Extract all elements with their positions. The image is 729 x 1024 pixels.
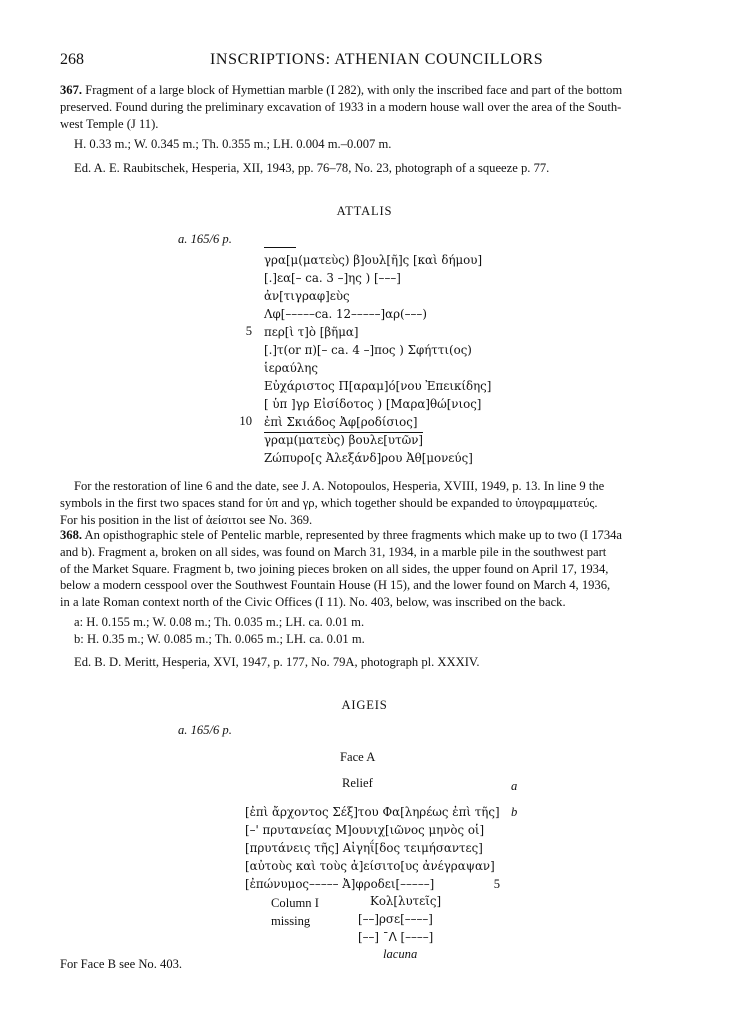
inscription-line: ἀν[τιγραφ]εὺς	[264, 289, 350, 303]
page-number: 268	[60, 51, 84, 68]
entry-368-edition: Ed. B. D. Meritt, Hesperia, XVI, 1947, p. 177, No. 79A, photograph pl. XXXIV.	[74, 655, 480, 669]
relief-label: Relief	[342, 776, 373, 790]
desc-line: west Temple (J 11).	[60, 116, 159, 131]
line-number: 10	[239, 414, 252, 428]
fragment-a-dimensions: a: H. 0.155 m.; W. 0.08 m.; Th. 0.035 m.; LH. ca. 0.01 m.	[74, 615, 365, 629]
lacuna-label: lacuna	[383, 947, 418, 961]
inscription-line: [πρυτάνεις τῆς] Αἰγηΐ[δος τειμήσαντες]	[245, 841, 483, 855]
entry-number: 368.	[60, 528, 83, 542]
desc-line: Fragment of a large block of Hymettian marble (I 282), with only the inscribed face and part of the bottom	[82, 83, 623, 97]
commentary-line: symbols in the first two spaces stand for ὑπ and γρ, which together should be expanded to ὑπογραμματεύς.	[60, 495, 598, 510]
inscription-line: Εὐχάριστος Π[αραμ]ό[νου Ἐπεικίδης]	[264, 379, 492, 393]
entry-367-description	[60, 82, 680, 132]
inscription-line: [–' πρυτανείας Μ]ουνιχ[ιῶνος μηνὸς οἱ]	[245, 823, 485, 837]
desc-line: preserved. Found during the preliminary excavation of 1933 in a modern house wall over the area of the South-	[60, 99, 622, 114]
desc-line: in a late Roman context north of the Civic Offices (I 11). No. 403, below, was inscribed on the back.	[60, 595, 566, 610]
inscription-line: ἐπὶ Σκιάδος Ἀφ[ροδίσιος]	[264, 415, 418, 429]
face-b-note: For Face B see No. 403.	[60, 957, 183, 971]
commentary-line: For the restoration of line 6 and the date, see J. A. Notopoulos, Hesperia, XVIII, 1949, p. 13. In line 9 the	[74, 479, 605, 493]
inscription-line: [.]τ(or π)[– ca. 4 –]πος ) Σφήττι(ος)	[264, 343, 472, 357]
inscription-line: [.]εα[– ca. 3 –]ης ) [–––]	[264, 271, 401, 285]
desc-line: and b). Fragment a, broken on all sides, was found on March 31, 1934, in a marble pile in the southwest part	[60, 544, 607, 559]
tribe-heading-attalis: ATTALIS	[336, 204, 393, 218]
inscription-line: Κολ[λυτεῖς]	[370, 894, 442, 908]
line-number: 5	[245, 324, 252, 338]
inscription-line: Λφ[–––––ca. 12–––––]αρ(–––)	[264, 307, 427, 321]
fragment-b-dimensions: b: H. 0.35 m.; W. 0.085 m.; Th. 0.065 m.; LH. ca. 0.01 m.	[74, 632, 365, 646]
inscription-line: [ ὑπ ]γρ Εἰσίδοτος ) [Μαρα]θώ[νιος]	[264, 397, 482, 411]
fragment-b-marker: b	[511, 805, 518, 819]
entry-367-edition: Ed. A. E. Raubitschek, Hesperia, XII, 1943, pp. 76–78, No. 23, photograph of a squeeze p. 77.	[74, 161, 550, 175]
entry-367-commentary	[60, 478, 684, 528]
inscription-line: [––] ¯ᐱ [––––]	[358, 930, 434, 944]
entry-367-dimensions: H. 0.33 m.; W. 0.345 m.; Th. 0.355 m.; LH. 0.004 m.–0.007 m.	[74, 137, 392, 151]
inscription-line: [ἐπώνυμος––––– Ἀ]φροδει[–––––]	[245, 877, 435, 891]
desc-line: An opisthographic stele of Pentelic marble, represented by three fragments which make up to two (I 1734a	[82, 528, 623, 542]
commentary-line: For his position in the list of ἀείσιτοι see No. 369.	[60, 512, 313, 527]
fragment-a-marker: a	[511, 779, 518, 793]
inscription-line: [––]ρσε[––––]	[358, 912, 433, 926]
inscription-date: a. 165/6 p.	[178, 232, 232, 246]
entry-number: 367.	[60, 83, 83, 97]
line-number: 5	[493, 877, 500, 891]
inscription-line: περ[ὶ τ]ὸ [βῆμα]	[264, 325, 359, 339]
entry-368-description	[60, 527, 680, 611]
inscription-line: γρα[μ(ματεὺς) β]ουλ[ῆ]ς [καὶ δήμου]	[264, 253, 483, 267]
inscription-line: Ζώπυρο[ς Ἀλεξάνδ]ρου Ἀθ[μονεύς]	[264, 451, 473, 465]
inscription-line: [ἐπὶ ἄρχοντος Σέξ]του Φα[ληρέως ἐπὶ τῆς]	[245, 805, 500, 819]
face-label: Face A	[340, 750, 376, 764]
missing-label: missing	[271, 914, 311, 928]
desc-line: below a modern cesspool over the Southwest Fountain House (H 15), and the lower found on March 4, 1936,	[60, 578, 611, 593]
desc-line: of the Market Square. Fragment b, two joining pieces broken on all sides, the upper found on April 17, 1934,	[60, 561, 609, 576]
inscription-date: a. 165/6 p.	[178, 723, 232, 737]
inscription-line: ἱεραύλης	[264, 361, 318, 375]
inscription-line: [αὐτοὺς καὶ τοὺς ἀ]είσιτο[υς ἀνέγραψαν]	[245, 859, 495, 873]
inscription-line: γραμ(ματεὺς) βουλε[υτῶν]	[264, 433, 423, 447]
running-title: INSCRIPTIONS: ATHENIAN COUNCILLORS	[210, 51, 544, 68]
overline-mark	[264, 247, 296, 248]
tribe-heading-aigeis: AIGEIS	[341, 698, 388, 712]
column-label: Column I	[271, 896, 319, 910]
